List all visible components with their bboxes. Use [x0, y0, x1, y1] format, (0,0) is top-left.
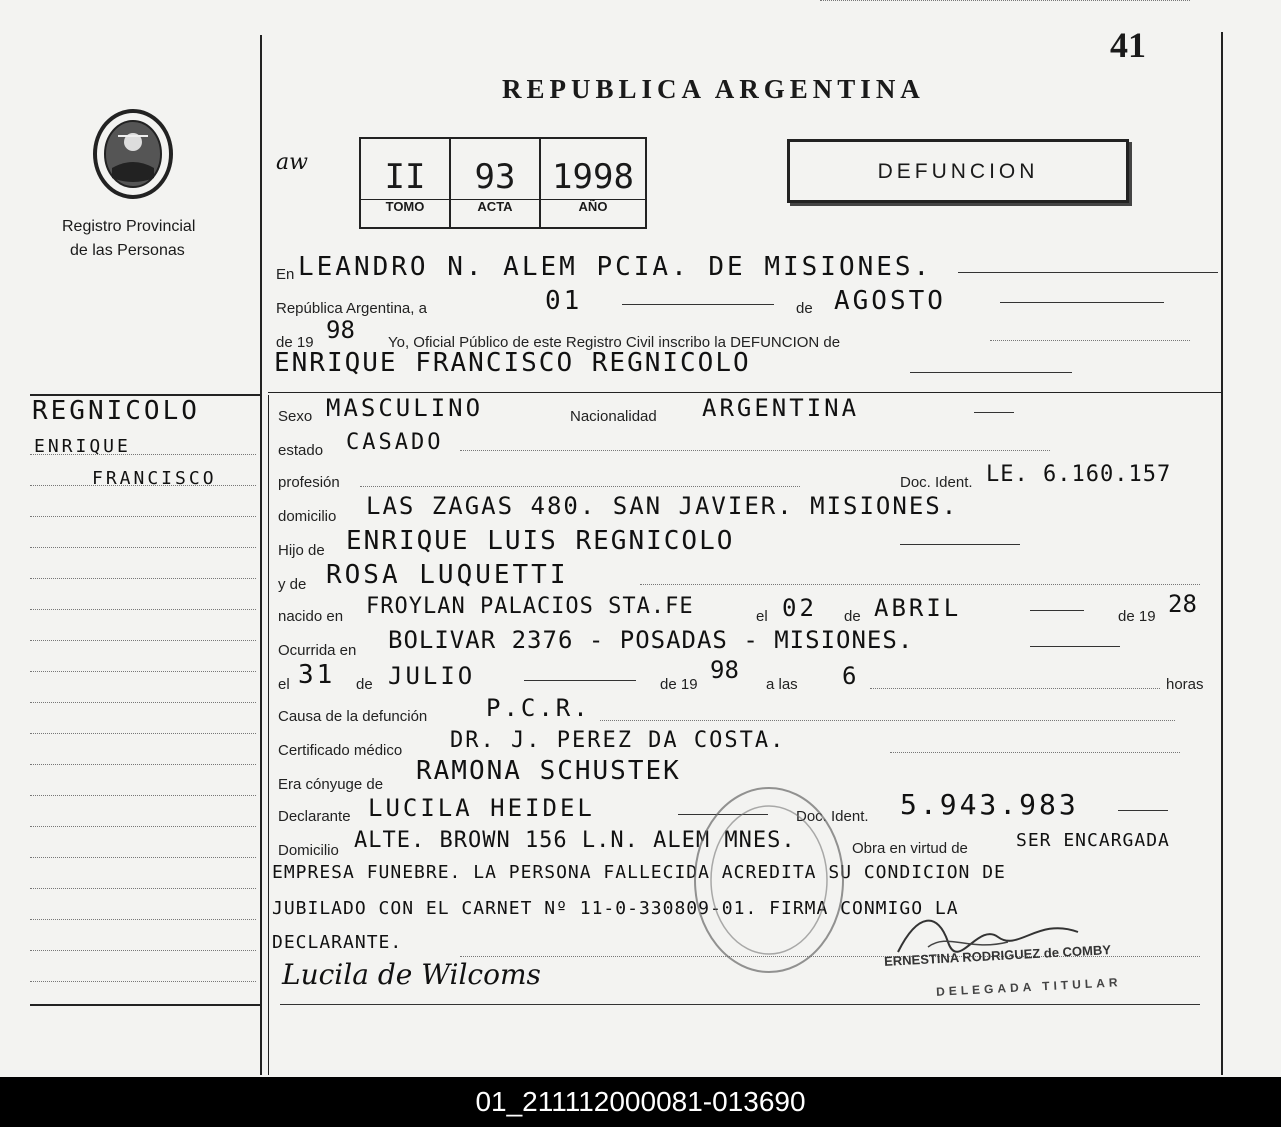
- doc-value: LE. 6.160.157: [986, 462, 1172, 487]
- tomo-label: TOMO: [385, 199, 425, 214]
- causa-value: P.C.R.: [486, 694, 591, 722]
- domicilio-label: domicilio: [278, 508, 337, 525]
- obra-label: Obra en virtud de: [852, 840, 968, 857]
- muerte-mes: JULIO: [388, 662, 476, 690]
- certificado-label: Certificado médico: [278, 742, 403, 759]
- causa-rule: [600, 720, 1175, 721]
- round-stamp-icon: [690, 782, 848, 978]
- muerte-anio: 98: [710, 656, 739, 684]
- horas-label: horas: [1166, 676, 1204, 693]
- nacido-el-label: el: [756, 608, 768, 625]
- ocurrida-rule: [1030, 646, 1120, 647]
- conyuge-label: Era cónyuge de: [278, 776, 384, 793]
- estado-value: CASADO: [346, 430, 444, 455]
- declarante-value: LUCILA HEIDEL: [368, 794, 595, 822]
- hora-value: 6: [842, 662, 860, 690]
- margin-bottom-rule: [30, 1004, 260, 1006]
- ano-value: 1998: [552, 157, 634, 197]
- muerte-mes-rule: [524, 680, 636, 681]
- causa-label: Causa de la defunción: [278, 708, 428, 725]
- tomo-value: II: [384, 157, 426, 197]
- right-frame-line: [1221, 32, 1223, 1075]
- ocurrida-value: BOLIVAR 2376 - POSADAS - MISIONES.: [388, 626, 914, 654]
- ano-label: AÑO: [578, 199, 608, 214]
- en-label: En: [276, 266, 295, 283]
- register-box: [359, 137, 647, 229]
- record-type-box: [787, 139, 1129, 203]
- register-box-divider: [361, 199, 645, 200]
- day-rule: [622, 304, 774, 305]
- domicilio2-value: ALTE. BROWN 156 L.N. ALEM MNES.: [354, 828, 796, 853]
- month-rule: [1000, 302, 1164, 303]
- ocurrida-label: Ocurrida en: [278, 642, 357, 659]
- obra-line3: JUBILADO CON EL CARNET Nº 11-0-330809-01. FIRMA CONMIGO LA: [272, 898, 959, 919]
- registrar-stamp-name: ERNESTINA RODRIGUEZ de COMBY: [883, 942, 1112, 969]
- y-de-label: y de: [278, 576, 307, 593]
- official-text: Yo, Oficial Público de este Registro Civil inscribo la DEFUNCION de: [388, 334, 841, 351]
- footer-bar: [0, 1077, 1281, 1127]
- certificado-value: DR. J. PEREZ DA COSTA.: [450, 728, 786, 753]
- muerte-de-label: de: [356, 676, 373, 693]
- acta-label: ACTA: [477, 199, 513, 214]
- page-title: REPUBLICA ARGENTINA: [502, 74, 925, 104]
- margin-name2: FRANCISCO: [92, 468, 217, 489]
- estado-rule: [460, 450, 1050, 451]
- muerte-el-label: el: [278, 676, 290, 693]
- registry-line2: de las Personas: [70, 242, 185, 259]
- registrar-stamp-title: DELEGADA TITULAR: [935, 975, 1122, 999]
- deceased-name-rule: [910, 372, 1072, 373]
- declarante-signature-text: Lucila de Wilcoms: [282, 958, 541, 991]
- official-line-rule: [990, 340, 1190, 341]
- hijo-label: Hijo de: [278, 542, 325, 559]
- margin-ruled-lines: [30, 424, 256, 982]
- registry-line1: Registro Provincial: [62, 218, 196, 235]
- place-rule: [958, 272, 1218, 273]
- nacido-dia: 02: [782, 594, 817, 622]
- a-las-label: a las: [766, 676, 798, 693]
- form-bottom-rule: [280, 1004, 1200, 1005]
- declarante-label: Declarante: [278, 808, 351, 825]
- ano-cell: [541, 139, 645, 227]
- madre-rule: [640, 584, 1200, 585]
- margin-surname: REGNICOLO: [32, 396, 200, 426]
- margin-name1: ENRIQUE: [34, 436, 131, 457]
- estado-label: estado: [278, 442, 324, 459]
- doc2-value: 5.943.983: [900, 788, 1079, 821]
- tomo-cell: [361, 139, 451, 227]
- nacido-lugar: FROYLAN PALACIOS STA.FE: [366, 594, 694, 619]
- padre-rule: [900, 544, 1020, 545]
- nacido-mes: ABRIL: [874, 594, 962, 622]
- nacido-label: nacido en: [278, 608, 344, 625]
- declarante-signature: [282, 958, 541, 991]
- month-de-label: de: [796, 300, 813, 317]
- obra-line2: EMPRESA FUNEBRE. LA PERSONA FALLECIDA ACREDITA SU CONDICION DE: [272, 862, 1006, 883]
- conyuge-value: RAMONA SCHUSTEK: [416, 756, 681, 786]
- profesion-rule: [360, 486, 800, 487]
- registration-day: 01: [545, 286, 583, 316]
- conyuge-rule: [820, 0, 1190, 1]
- official-initials: aw: [276, 150, 308, 175]
- file-id: 01_211112000081-013690: [475, 1086, 806, 1117]
- registration-month: AGOSTO: [834, 286, 946, 316]
- body-divider: [268, 392, 1222, 393]
- sexo-label: Sexo: [278, 408, 313, 425]
- left-frame-line: [260, 35, 262, 1075]
- muerte-dia: 31: [298, 660, 336, 690]
- seal-emblem-icon: [92, 108, 174, 200]
- certificado-rule: [890, 752, 1180, 753]
- registration-year: 98: [326, 316, 355, 344]
- domicilio2-label: Domicilio: [278, 842, 339, 859]
- inner-frame-line: [268, 395, 269, 1075]
- padre-value: ENRIQUE LUIS REGNICOLO: [346, 526, 735, 556]
- acta-value: 93: [474, 157, 516, 197]
- nacido-mes-rule: [1030, 610, 1084, 611]
- nacido-anio-prefix: de 19: [1118, 608, 1156, 625]
- madre-value: ROSA LUQUETTI: [326, 560, 569, 590]
- record-type: DEFUNCION: [877, 160, 1039, 183]
- republic-label: República Argentina, a: [276, 300, 427, 317]
- doc-label: Doc. Ident.: [900, 474, 973, 491]
- sheet-number: 41: [1110, 25, 1146, 65]
- nacido-de-label: de: [844, 608, 861, 625]
- obra-line1: SER ENCARGADA: [1016, 830, 1170, 851]
- place-value: LEANDRO N. ALEM PCIA. DE MISIONES.: [298, 252, 933, 282]
- nacido-anio: 28: [1168, 590, 1197, 618]
- nacionalidad-label: Nacionalidad: [570, 408, 657, 425]
- obra-line4: DECLARANTE.: [272, 932, 403, 953]
- doc2-label: Doc. Ident.: [796, 808, 869, 825]
- nacionalidad-value: ARGENTINA: [702, 394, 860, 422]
- hora-rule: [870, 688, 1160, 689]
- deceased-name: ENRIQUE FRANCISCO REGNICOLO: [274, 348, 751, 378]
- year-prefix: de 19: [276, 334, 314, 351]
- muerte-anio-prefix: de 19: [660, 676, 698, 693]
- domicilio-value: LAS ZAGAS 480. SAN JAVIER. MISIONES.: [366, 492, 959, 520]
- nacionalidad-rule: [974, 412, 1014, 413]
- province-seal: [92, 108, 174, 200]
- doc2-rule: [1118, 810, 1168, 811]
- acta-cell: [451, 139, 541, 227]
- official-round-stamp: [690, 782, 848, 978]
- sexo-value: MASCULINO: [326, 394, 484, 422]
- profesion-label: profesión: [278, 474, 340, 491]
